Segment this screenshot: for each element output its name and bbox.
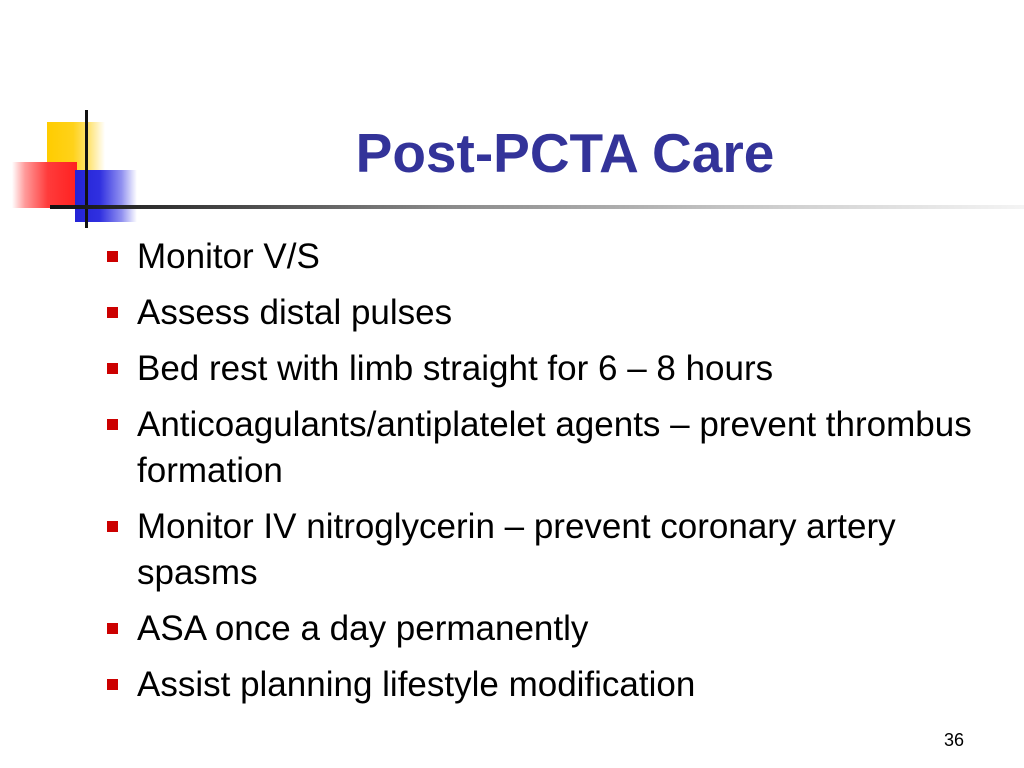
bullet-square-icon <box>107 521 118 532</box>
red-square-decoration <box>12 162 77 208</box>
bullet-text: Monitor V/S <box>137 237 320 276</box>
vertical-rule <box>85 110 88 228</box>
bullet-square-icon <box>107 419 118 430</box>
bullet-text: ASA once a day permanently <box>137 609 589 648</box>
bullet-item <box>104 346 984 392</box>
decorative-logo <box>0 0 140 240</box>
bullet-text: Bed rest with limb straight for 6 – 8 hours <box>137 349 774 388</box>
bullet-text: Monitor IV nitroglycerin – prevent coronary artery spasms <box>137 507 896 592</box>
bullet-square-icon <box>107 363 118 374</box>
bullet-text: Anticoagulants/antiplatelet agents – prevent thrombus formation <box>137 405 972 490</box>
bullet-square-icon <box>107 679 118 690</box>
bullet-square-icon <box>107 307 118 318</box>
bullet-item <box>104 606 984 652</box>
bullet-item <box>104 504 984 596</box>
bullet-text: Assess distal pulses <box>137 293 453 332</box>
horizontal-rule <box>50 205 1024 209</box>
bullet-list <box>104 234 984 718</box>
bullet-text: Assist planning lifestyle modification <box>137 665 696 704</box>
page-number: 36 <box>943 730 964 750</box>
bullet-item <box>104 402 984 494</box>
bullet-item <box>104 290 984 336</box>
slide-title: Post-PCTA Care <box>355 122 775 184</box>
bullet-square-icon <box>107 623 118 634</box>
bullet-square-icon <box>107 251 118 262</box>
bullet-item <box>104 234 984 280</box>
bullet-item <box>104 662 984 708</box>
